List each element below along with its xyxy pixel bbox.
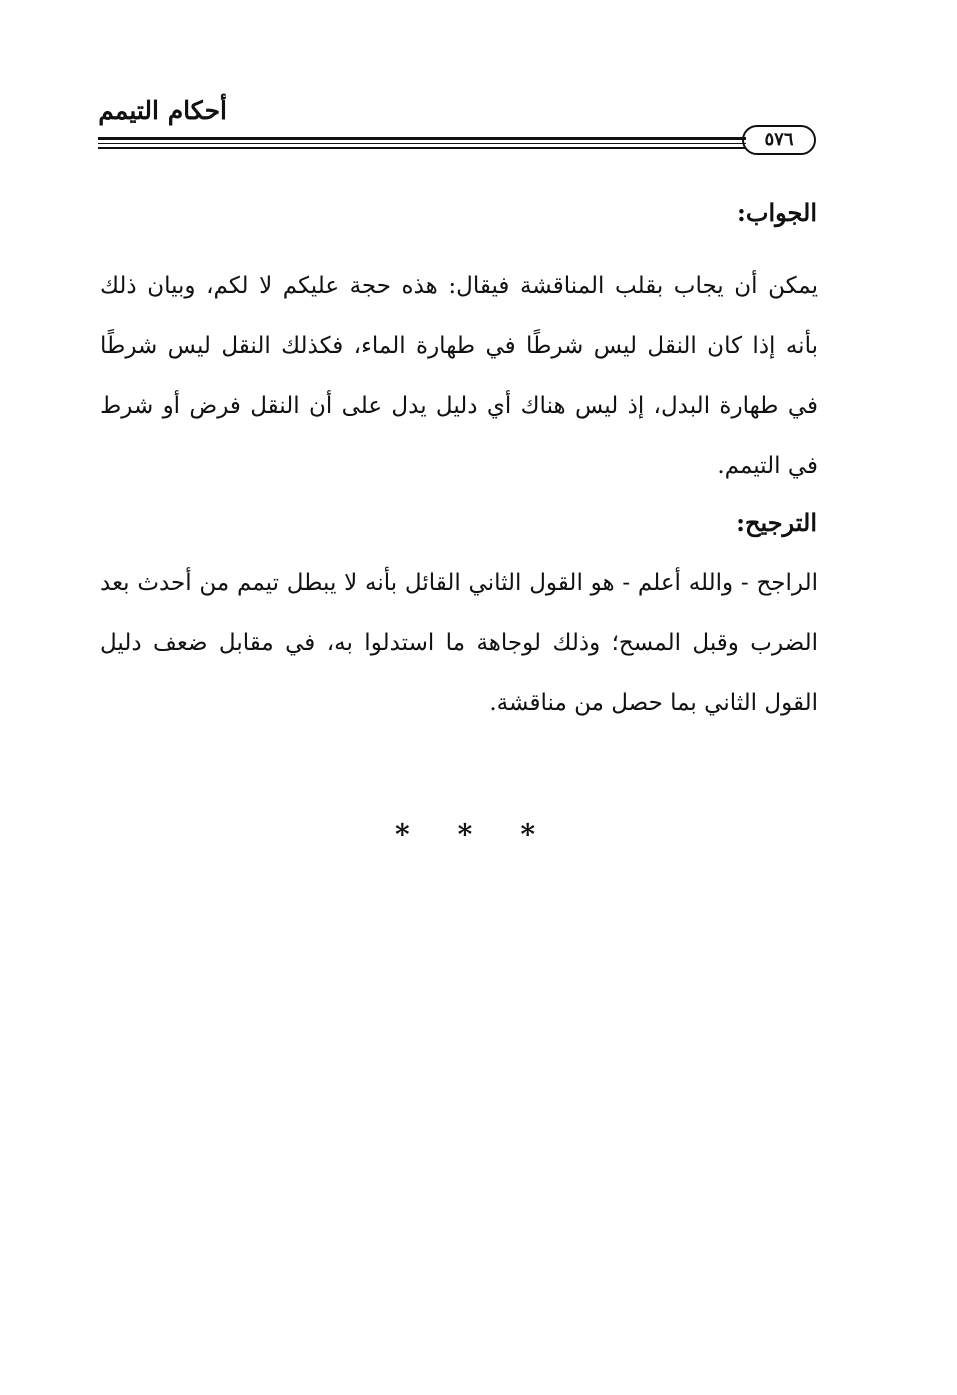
answer-heading: الجواب: <box>737 198 817 227</box>
preponderance-heading: الترجيح: <box>736 508 817 537</box>
header-rule-inner-line <box>98 143 746 144</box>
preponderance-paragraph: الراجح - والله أعلم - هو القول الثاني القائل بأنه لا يبطل تيمم من أحدث بعد الضرب وقبل المسح؛ وذلك لوجاهة ما استدلوا به، في مقابل ضعف دليل القول الثاني بما حصل من مناقشة. <box>100 570 818 716</box>
section-separator <box>395 818 535 851</box>
separator-star: * <box>395 818 410 851</box>
header-rule <box>98 137 746 149</box>
separator-star: * <box>520 818 535 851</box>
page-number-badge: ٥٧٦ <box>742 125 816 155</box>
running-header-title: أحكام التيمم <box>98 96 227 125</box>
answer-paragraph: يمكن أن يجاب بقلب المناقشة فيقال: هذه حجة عليكم لا لكم، وبيان ذلك بأنه إذا كان النقل ليس شرطًا في طهارة الماء، فكذلك النقل ليس شرطًا في طهارة البدل، إذ ليس هناك أي دليل يدل على أن النقل فرض أو شرط في التيمم. <box>100 273 818 479</box>
separator-star: * <box>457 818 473 851</box>
